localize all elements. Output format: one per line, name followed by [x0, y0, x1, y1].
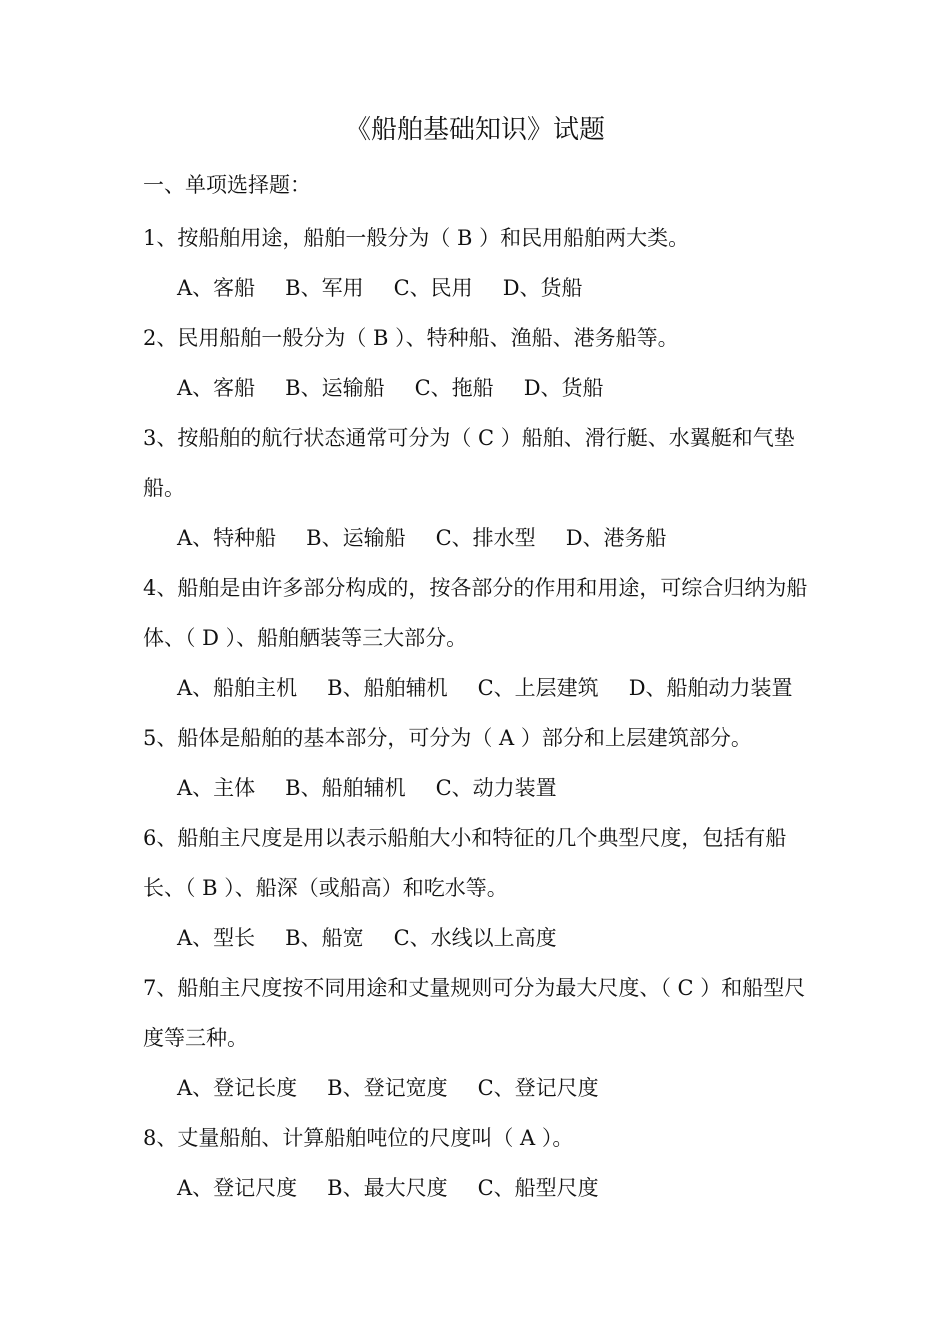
answer-option: D、货船	[502, 276, 583, 300]
answer-option: A、客船	[177, 376, 256, 400]
answer-option: A、型长	[177, 926, 256, 950]
option-row	[143, 1063, 813, 1113]
question-stem: 2、民用船舶一般分为（ B ）、特种船、渔船、港务船等。	[143, 326, 679, 350]
answer-option: D、港务船	[565, 526, 667, 550]
question-stem: 1、按船舶用途，船舶一般分为（ B ）和民用船舶两大类。	[143, 226, 690, 250]
question-stem: 6、船舶主尺度是用以表示船舶大小和特征的几个典型尺度，包括有船长、（ B ）、船深（或船高）和吃水等。	[143, 826, 787, 900]
question-item	[143, 413, 813, 563]
question-list	[143, 213, 813, 1213]
question-item	[143, 1113, 813, 1213]
answer-option: C、船型尺度	[477, 1176, 599, 1200]
answer-option: C、排水型	[435, 526, 536, 550]
question-item	[143, 963, 813, 1113]
option-row	[143, 363, 813, 413]
answer-option: A、主体	[177, 776, 256, 800]
question-stem: 3、按船舶的航行状态通常可分为（ C ）船舶、滑行艇、水翼艇和气垫船。	[143, 426, 795, 500]
question-stem: 8、丈量船舶、计算船舶吨位的尺度叫（ A ）。	[143, 1126, 574, 1150]
answer-option: A、登记尺度	[177, 1176, 298, 1200]
answer-option: A、特种船	[177, 526, 277, 550]
answer-option: A、客船	[177, 276, 256, 300]
answer-option: D、船舶动力装置	[628, 676, 793, 700]
option-row	[143, 663, 813, 713]
answer-option: C、登记尺度	[477, 1076, 599, 1100]
question-item	[143, 813, 813, 963]
question-item	[143, 213, 813, 313]
question-item	[143, 563, 813, 713]
answer-option: A、船舶主机	[177, 676, 298, 700]
answer-option: C、民用	[393, 276, 473, 300]
answer-option: B、船宽	[285, 926, 364, 950]
question-stem: 7、船舶主尺度按不同用途和丈量规则可分为最大尺度、（ C ）和船型尺度等三种。	[143, 976, 806, 1050]
option-row	[143, 913, 813, 963]
question-stem: 4、船舶是由许多部分构成的，按各部分的作用和用途，可综合归纳为船体、（ D ）、船舶舾装等三大部分。	[143, 576, 808, 650]
question-item	[143, 313, 813, 413]
option-row	[143, 513, 813, 563]
answer-option: C、上层建筑	[477, 676, 599, 700]
answer-option: B、运输船	[285, 376, 385, 400]
answer-option: C、拖船	[414, 376, 494, 400]
answer-option: B、船舶辅机	[327, 676, 448, 700]
answer-option: B、运输船	[306, 526, 406, 550]
option-row	[143, 763, 813, 813]
question-item	[143, 713, 813, 813]
question-stem: 5、船体是船舶的基本部分，可分为（ A ）部分和上层建筑部分。	[143, 726, 752, 750]
answer-option: B、登记宽度	[327, 1076, 448, 1100]
answer-option: A、登记长度	[177, 1076, 298, 1100]
option-row	[143, 1163, 813, 1213]
section-heading: 一、单项选择题：	[143, 173, 311, 197]
answer-option: D、货船	[523, 376, 604, 400]
answer-option: B、军用	[285, 276, 364, 300]
answer-option: B、最大尺度	[327, 1176, 448, 1200]
answer-option: B、船舶辅机	[285, 776, 406, 800]
answer-option: C、水线以上高度	[393, 926, 557, 950]
document-title: 《船舶基础知识》试题	[344, 115, 605, 145]
answer-option: C、动力装置	[435, 776, 557, 800]
option-row	[143, 263, 813, 313]
